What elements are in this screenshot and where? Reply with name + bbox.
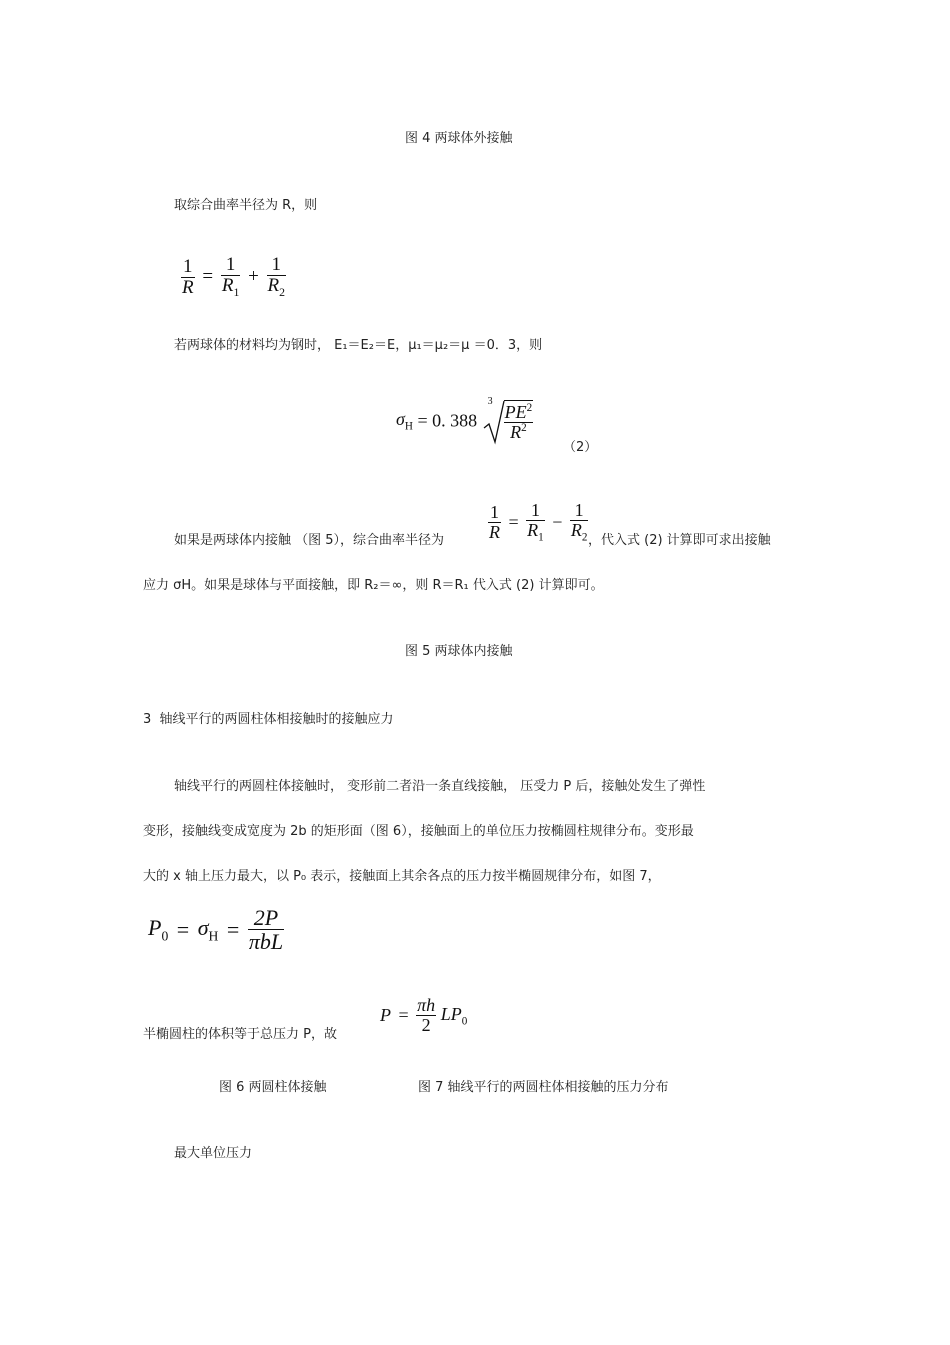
paragraph-internal-contact-start: 如果是两球体内接触 （图 5），综合曲率半径为 xyxy=(174,533,445,548)
equation-internal-contact-radius: $\frac{1}{R}$ = $\frac{1}{R_1}$ − $\frac{1}{R_2}$ xyxy=(489,500,588,544)
paragraph-internal-contact-end: ，代入式 (2) 计算即可求出接触 xyxy=(588,533,771,548)
equation-total-pressure: P = $\frac{\pi h}{2}$ $LP_0$ xyxy=(380,995,468,1035)
equation-number-2: （2） xyxy=(563,440,598,455)
equation-max-contact-stress-sphere: $\sigma_H = 0$. 388 3 $\frac{PE^2}{R^2}$ xyxy=(396,396,533,442)
equation-external-contact-radius: $\frac{1}{R}$ = $\frac{1}{R_1}$ + $\frac{1}{R_2}$ xyxy=(182,254,286,299)
equation-max-unit-pressure: $P_0 = \sigma_H$ = $\frac{2P}{\text{πbL}}$ xyxy=(148,905,284,955)
paragraph-cylinder-line-1: 轴线平行的两圆柱体接触时， 变形前二者沿一条直线接触， 压受力 P 后，接触处发生了弹性 xyxy=(174,779,706,794)
figure-7-caption: 图 7 轴线平行的两圆柱体相接触的压力分布 xyxy=(418,1080,669,1095)
paragraph-combined-radius: 取综合曲率半径为 R，则 xyxy=(174,198,318,213)
paragraph-semi-elliptic-volume: 半椭圆柱的体积等于总压力 P，故 xyxy=(143,1027,337,1042)
figure-4-caption: 图 4 两球体外接触 xyxy=(405,131,513,146)
paragraph-steel-material: 若两球体的材料均为钢时， E₁＝E₂＝E，μ₁＝μ₂＝μ ＝0．3，则 xyxy=(174,338,543,353)
figure-6-caption: 图 6 两圆柱体接触 xyxy=(219,1080,327,1095)
paragraph-sphere-plane-contact: 应力 σH。如果是球体与平面接触，即 R₂＝∞，则 R＝R₁ 代入式 (2) 计算即可。 xyxy=(143,578,604,593)
paragraph-cylinder-line-3: 大的 x 轴上压力最大，以 P₀ 表示，接触面上其余各点的压力按半椭圆规律分布，如图 7， xyxy=(143,869,661,884)
paragraph-max-unit-pressure: 最大单位压力 xyxy=(174,1146,253,1161)
paragraph-cylinder-line-2: 变形，接触线变成宽度为 2b 的矩形面（图 6），接触面上的单位压力按椭圆柱规律分布。变形最 xyxy=(143,824,694,839)
figure-5-caption: 图 5 两球体内接触 xyxy=(405,644,513,659)
section-heading-3: 3 轴线平行的两圆柱体相接触时的接触应力 xyxy=(143,712,394,727)
